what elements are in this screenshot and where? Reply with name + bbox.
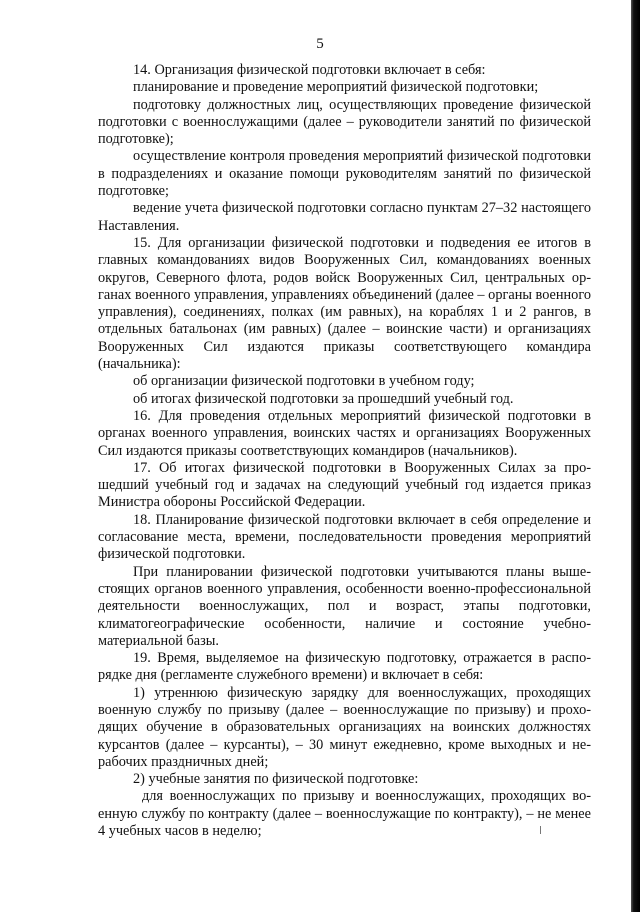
paragraph-planning: планирование и проведение мероприятий физической подготовки; xyxy=(133,79,539,96)
paragraph-18: 18. Планирование физической подготовки включает в себя определение и согласование места, времени, последовательности проведения мероприятий физической подготовки. xyxy=(98,511,591,563)
paragraph-19-item-1: 1) утреннюю физическую зарядку для военнослужащих, проходящих военную службу по призыву (далее – военнослужащие по призыву) и проходящих обучение в образовательных организациях на воинских должностях курсантов (далее – курсанты), – 30 минут ежедневно, кроме выходных и нерабочих праздничных дней; xyxy=(98,684,591,770)
paragraph-19-item-2: 2) учебные занятия по физической подготовке: xyxy=(133,771,419,788)
paragraph-15: 15. Для организации физической подготовки и подведения ее итогов в главных командованиях видов Вооруженных Сил, командованиях военных округов, Северного флота, родов войск Вооруженных Сил, центральных органах военного управления, управлениях объединений (далее – органы военного управления), соединениях, полках (им равных), на кораблях 1 и 2 рангов, в отдельных батальонах (им равных) (далее – воинские части) и организациях Вооруженных Сил издаются приказы соответствующего командира (начальника): xyxy=(98,234,591,373)
page-number: 5 xyxy=(316,36,324,52)
document-body xyxy=(98,62,591,840)
paragraph-19-item-2-conscripts: для военнослужащих по призыву и военнослужащих, проходящих военную службу по контракту (далее – военнослужащие по контракту), – не менее 4 учебных часов в неделю; xyxy=(98,788,591,840)
scan-mark xyxy=(540,826,541,834)
paragraph-accounting: ведение учета физической подготовки согласно пунктам 27–32 настоящего Наставления. xyxy=(98,200,591,234)
paragraph-16: 16. Для проведения отдельных мероприятий физической подготовки в органах военного управления, воинских частях и организациях Вооруженных Сил издаются приказы соответствующих командиров (начальников). xyxy=(98,407,591,459)
paragraph-17: 17. Об итогах физической подготовки в Вооруженных Силах за прошедший учебный год и задачах на следующий учебный год издается приказ Министра обороны Российской Федерации. xyxy=(98,459,591,511)
paragraph-order-organization: об организации физической подготовки в учебном году; xyxy=(133,373,475,390)
paragraph-officials-training: подготовку должностных лиц, осуществляющих проведение физической подготовки с военнослужащими (далее – руководители занятий по физической подготовке); xyxy=(98,96,591,148)
paragraph-planning-considerations: При планировании физической подготовки учитываются планы вышестоящих органов военного управления, особенности военно-профессиональной деятельности военнослужащих, пол и возраст, этапы подготовки, климатогеографические особенности, наличие и состояние учебно-материальной базы. xyxy=(98,563,591,649)
scan-edge xyxy=(631,0,640,912)
paragraph-19: 19. Время, выделяемое на физическую подготовку, отражается в распорядке дня (регламенте служебного времени) и включает в себя: xyxy=(98,650,591,684)
paragraph-order-results: об итогах физической подготовки за прошедший учебный год. xyxy=(133,390,514,407)
paragraph-14: 14. Организация физической подготовки включает в себя: xyxy=(133,62,486,78)
paragraph-control: осуществление контроля проведения мероприятий физической подготовки в подразделениях и оказание помощи руководителям занятий по физической подготовке; xyxy=(98,148,591,200)
